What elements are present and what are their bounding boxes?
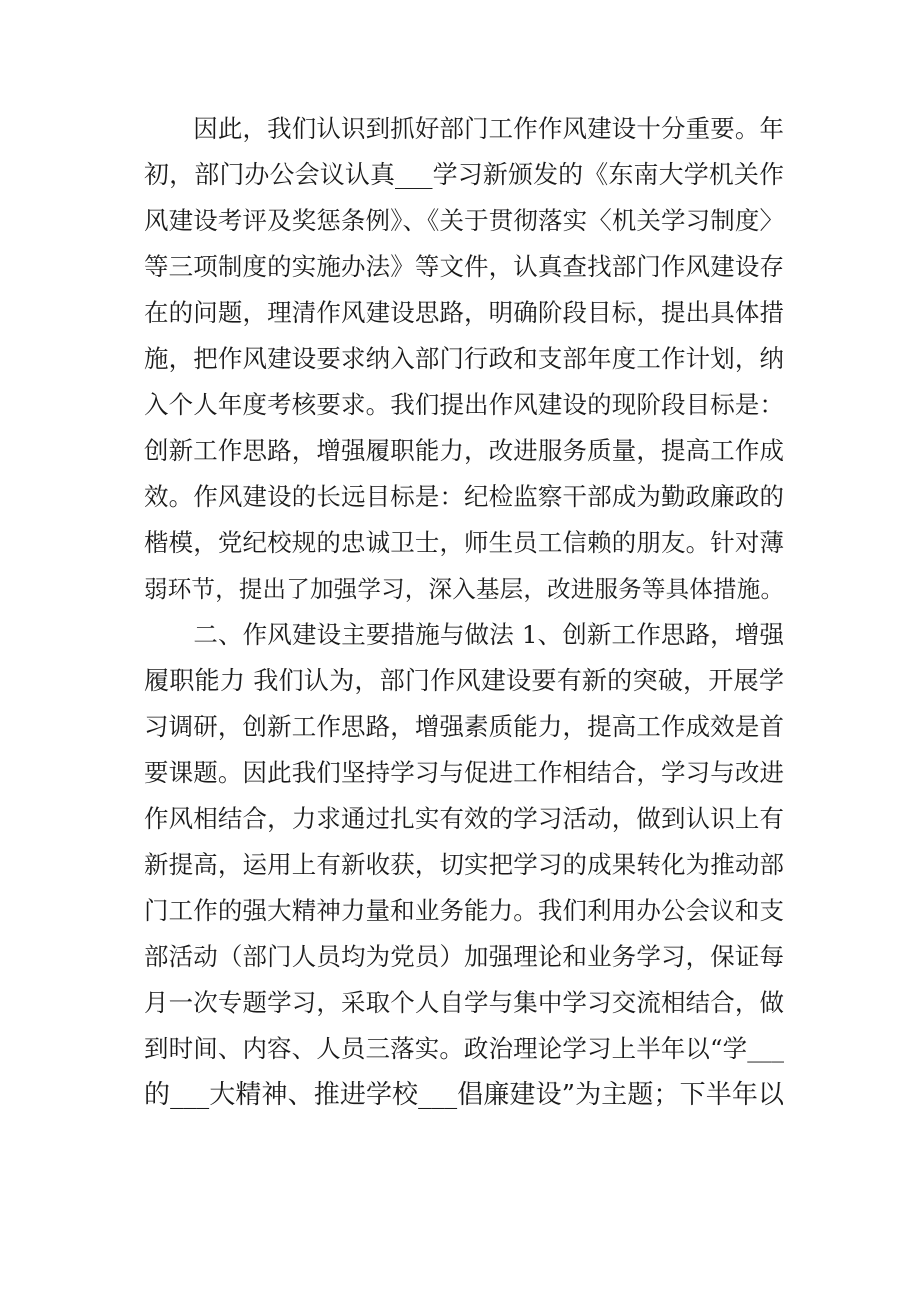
text-line: 入个人年度考核要求。我们提出作风建设的现阶段目标是： bbox=[144, 390, 784, 419]
text-line: 效。作风建设的长远目标是：纪检监察干部成为勤政廉政的 bbox=[144, 482, 784, 511]
text-line: 弱环节，提出了加强学习，深入基层，改进服务等具体措施。 bbox=[144, 575, 784, 603]
text-line: 习调研，创新工作思路，增强素质能力，提高工作成效是首 bbox=[144, 712, 784, 741]
text-line: 创新工作思路，增强履职能力，改进服务质量，提高工作成 bbox=[144, 436, 784, 465]
text-line: 二、作风建设主要措施与做法 1、创新工作思路，增强 bbox=[144, 620, 784, 649]
text-line: 楷模，党纪校规的忠诚卫士，师生员工信赖的朋友。针对薄 bbox=[144, 528, 784, 557]
text-line: 作风相结合，力求通过扎实有效的学习活动，做到认识上有 bbox=[144, 804, 784, 833]
text-line: 要课题。因此我们坚持学习与促进工作相结合，学习与改进 bbox=[144, 758, 784, 787]
text-line: 部活动（部门人员均为党员）加强理论和业务学习，保证每 bbox=[144, 942, 784, 971]
text-line: 施，把作风建设要求纳入部门行政和支部年度工作计划，纳 bbox=[144, 344, 784, 373]
text-line: 到时间、内容、人员三落实。政治理论学习上半年以“学___ bbox=[144, 1034, 784, 1063]
text-line: 因此，我们认识到抓好部门工作作风建设十分重要。年 bbox=[144, 114, 784, 143]
text-line: 的___大精神、推进学校___倡廉建设”为主题；下半年以 bbox=[144, 1080, 784, 1110]
text-line: 在的问题，理清作风建设思路，明确阶段目标，提出具体措 bbox=[144, 298, 784, 327]
text-line: 新提高，运用上有新收获，切实把学习的成果转化为推动部 bbox=[144, 850, 784, 879]
text-line: 门工作的强大精神力量和业务能力。我们利用办公会议和支 bbox=[144, 896, 784, 925]
text-line: 月一次专题学习，采取个人自学与集中学习交流相结合，做 bbox=[144, 988, 784, 1017]
text-line: 风建设考评及奖惩条例》、《关于贯彻落实〈机关学习制度〉 bbox=[144, 206, 784, 235]
document-body bbox=[144, 106, 784, 1118]
text-line: 等三项制度的实施办法》等文件，认真查找部门作风建设存 bbox=[144, 252, 784, 281]
text-line: 初，部门办公会议认真___学习新颁发的《东南大学机关作 bbox=[144, 160, 784, 189]
text-line: 履职能力 我们认为，部门作风建设要有新的突破，开展学 bbox=[144, 666, 784, 695]
